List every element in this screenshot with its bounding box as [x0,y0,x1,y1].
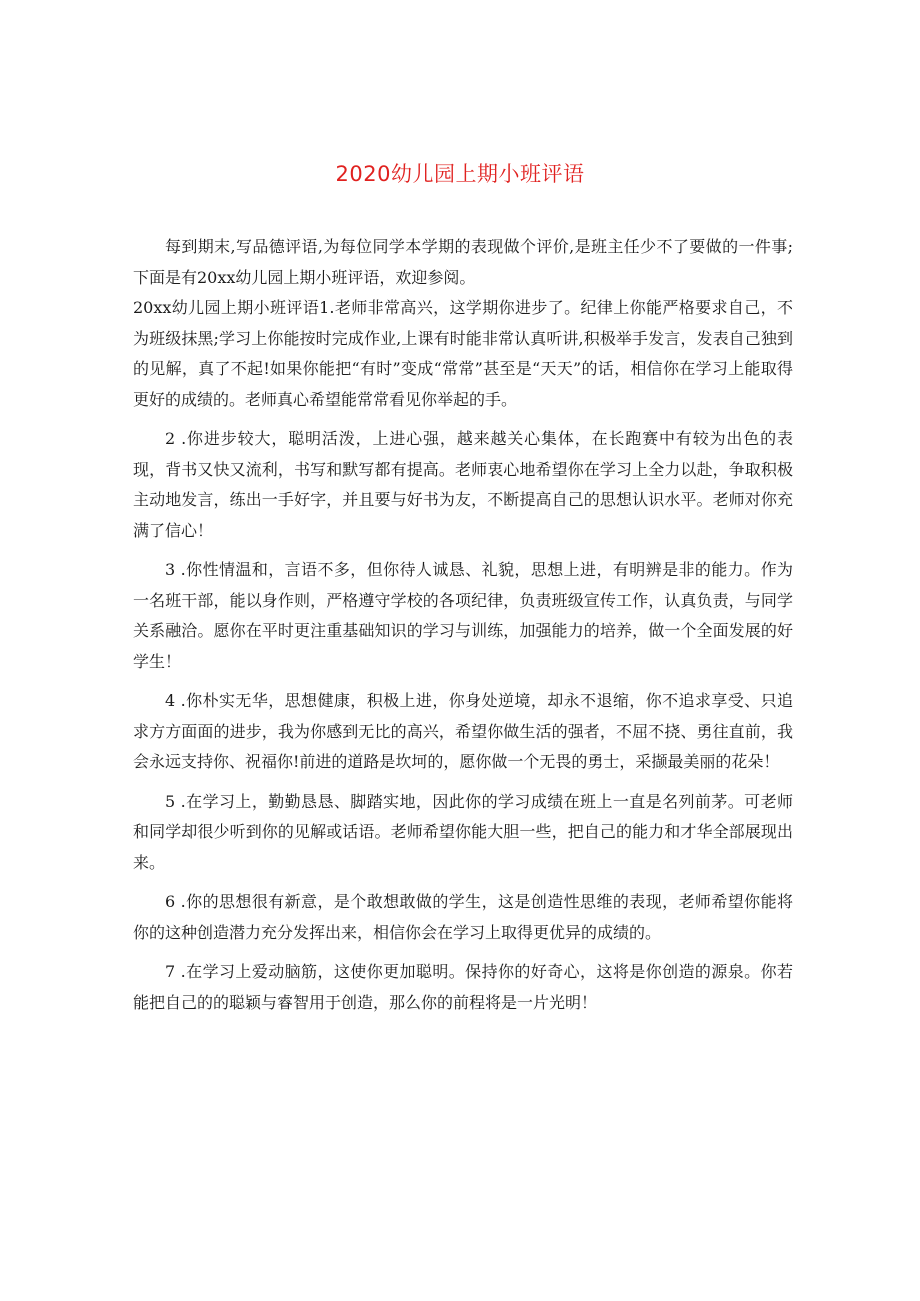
document-body [133,232,793,1018]
comment-3-paragraph: 3 .你性情温和，言语不多，但你待人诚恳、礼貌，思想上进，有明辨是非的能力。作为一名班干部，能以身作则，严格遵守学校的各项纪律，负责班级宣传工作，认真负责，与同学关系融洽。愿你在平时更注重基础知识的学习与训练，加强能力的培养，做一个全面发展的好学生！ [133,560,793,671]
comment-1-paragraph: 20xx幼儿园上期小班评语1.老师非常高兴，这学期你进步了。纪律上你能严格要求自己，不为班级抹黑;学习上你能按时完成作业,上课有时能非常认真听讲,积极举手发言，发表自己独到的见解，真了不起!如果你能把“有时”变成“常常”甚至是“天天”的话，相信你在学习上能取得更好的成绩的。老师真心希望能常常看见你举起的手。 [133,298,793,409]
document-title: 2020幼儿园上期小班评语 [335,162,585,186]
comment-5-paragraph: 5 .在学习上，勤勤恳恳、脚踏实地，因此你的学习成绩在班上一直是名列前茅。可老师和同学却很少听到你的见解或话语。老师希望你能大胆一些，把自己的能力和才华全部展现出来。 [133,791,793,872]
comment-2-paragraph: 2 .你进步较大，聪明活泼，上进心强，越来越关心集体，在长跑赛中有较为出色的表现，背书又快又流利，书写和默写都有提高。老师衷心地希望你在学习上全力以赴，争取积极主动地发言，练出一手好字，并且要与好书为友，不断提高自己的思想认识水平。老师对你充满了信心！ [133,429,793,540]
comment-4-paragraph: 4 .你朴实无华，思想健康，积极上进，你身处逆境，却永不退缩，你不追求享受、只追求方方面面的进步，我为你感到无比的高兴，希望你做生活的强者，不屈不挠、勇往直前，我会永远支持你、祝福你!前进的道路是坎坷的，愿你做一个无畏的勇士，采撷最美丽的花朵！ [133,691,793,771]
comment-7-paragraph: 7 .在学习上爱动脑筋，这使你更加聪明。保持你的好奇心，这将是你创造的源泉。你若能把自己的的聪颖与睿智用于创造，那么你的前程将是一片光明！ [133,962,793,1012]
comment-6-paragraph: 6 .你的思想很有新意，是个敢想敢做的学生，这是创造性思维的表现，老师希望你能将你的这种创造潜力充分发挥出来，相信你会在学习上取得更优异的成绩的。 [133,892,793,942]
intro-paragraph: 每到期末,写品德评语,为每位同学本学期的表现做个评价,是班主任少不了要做的一件事;下面是有20xx幼儿园上期小班评语，欢迎参阅。 [133,237,793,287]
